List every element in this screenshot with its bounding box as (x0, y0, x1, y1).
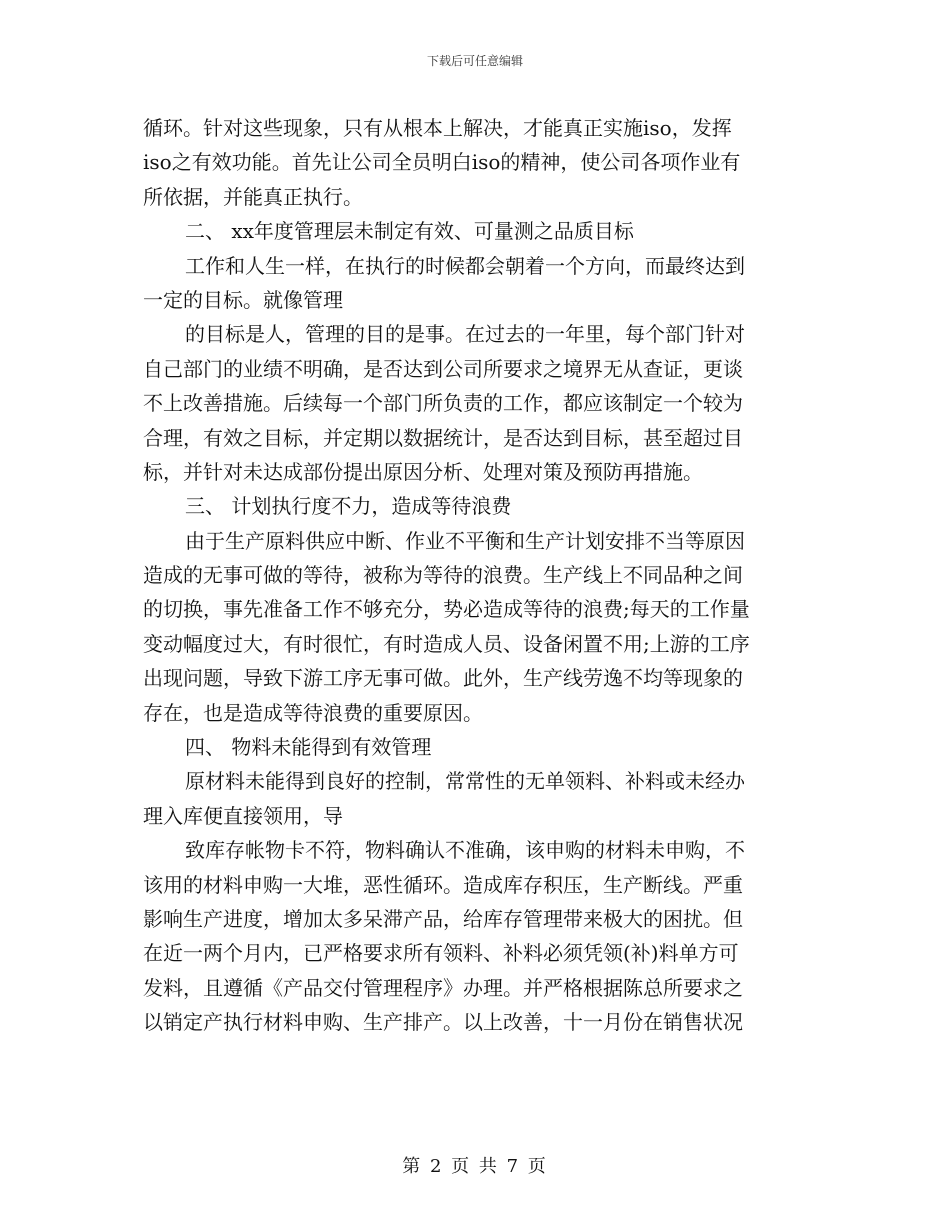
text-line: 三、 计划执行度不力，造成等待浪费 (185, 494, 512, 519)
page-number-footer: 第 2 页 共 7 页 (402, 1156, 548, 1177)
text-line: 影响生产进度，增加太多呆滞产品，给库存管理带来极大的困扰。但 (143, 906, 743, 931)
text-line: 一定的目标。就像管理 (143, 287, 343, 312)
text-line: 二、 xx年度管理层未制定有效、可量测之品质目标 (185, 219, 634, 244)
text-line: 出现问题，导致下游工序无事可做。此外，生产线劳逸不均等现象的 (143, 666, 743, 691)
text-line: iso之有效功能。首先让公司全员明白iso的精神，使公司各项作业有 (143, 150, 741, 175)
text-line: 由于生产原料供应中断、作业不平衡和生产计划安排不当等原因 (185, 528, 745, 553)
text-line: 合理，有效之目标，并定期以数据统计，是否达到目标，甚至超过目 (143, 425, 743, 450)
text-line: 工作和人生一样，在执行的时候都会朝着一个方向，而最终达到 (185, 253, 745, 278)
text-line: 造成的无事可做的等待，被称为等待的浪费。生产线上不同品种之间 (143, 563, 743, 588)
page-header: 下载后可任意编辑 (426, 54, 523, 68)
text-line: 理入库便直接领用，导 (143, 803, 343, 828)
text-line: 自己部门的业绩不明确，是否达到公司所要求之境界无从查证，更谈 (143, 356, 743, 381)
text-line: 标，并针对未达成部份提出原因分析、处理对策及预防再措施。 (143, 459, 703, 484)
text-line: 致库存帐物卡不符，物料确认不准确，该申购的材料未申购，不 (185, 838, 745, 863)
text-line: 所依据，并能真正执行。 (143, 184, 363, 209)
text-line: 的切换，事先准备工作不够充分，势必造成等待的浪费;每天的工作量 (143, 597, 750, 622)
text-line: 变动幅度过大，有时很忙，有时造成人员、设备闲置不用;上游的工序 (143, 631, 750, 656)
text-line: 发料，且遵循《产品交付管理程序》办理。并严格根据陈总所要求之 (143, 975, 743, 1000)
text-line: 循环。针对这些现象，只有从根本上解决，才能真正实施iso，发挥 (143, 116, 732, 140)
text-line: 不上改善措施。后续每一个部门所负责的工作，都应该制定一个较为 (143, 391, 743, 416)
text-line: 的目标是人，管理的目的是事。在过去的一年里，每个部门针对 (185, 322, 745, 347)
text-line: 在近一两个月内，已严格要求所有领料、补料必须凭领(补)料单方可 (143, 941, 739, 966)
text-line: 以销定产执行材料申购、生产排产。以上改善，十一月份在销售状况 (143, 1010, 743, 1035)
text-line: 存在，也是造成等待浪费的重要原因。 (143, 700, 483, 725)
text-line: 该用的材料申购一大堆，恶性循环。造成库存积压，生产断线。严重 (143, 872, 743, 897)
text-line: 原材料未能得到良好的控制，常常性的无单领料、补料或未经办 (185, 769, 745, 794)
document-body (143, 111, 803, 1040)
text-line: 四、 物料未能得到有效管理 (185, 735, 432, 760)
